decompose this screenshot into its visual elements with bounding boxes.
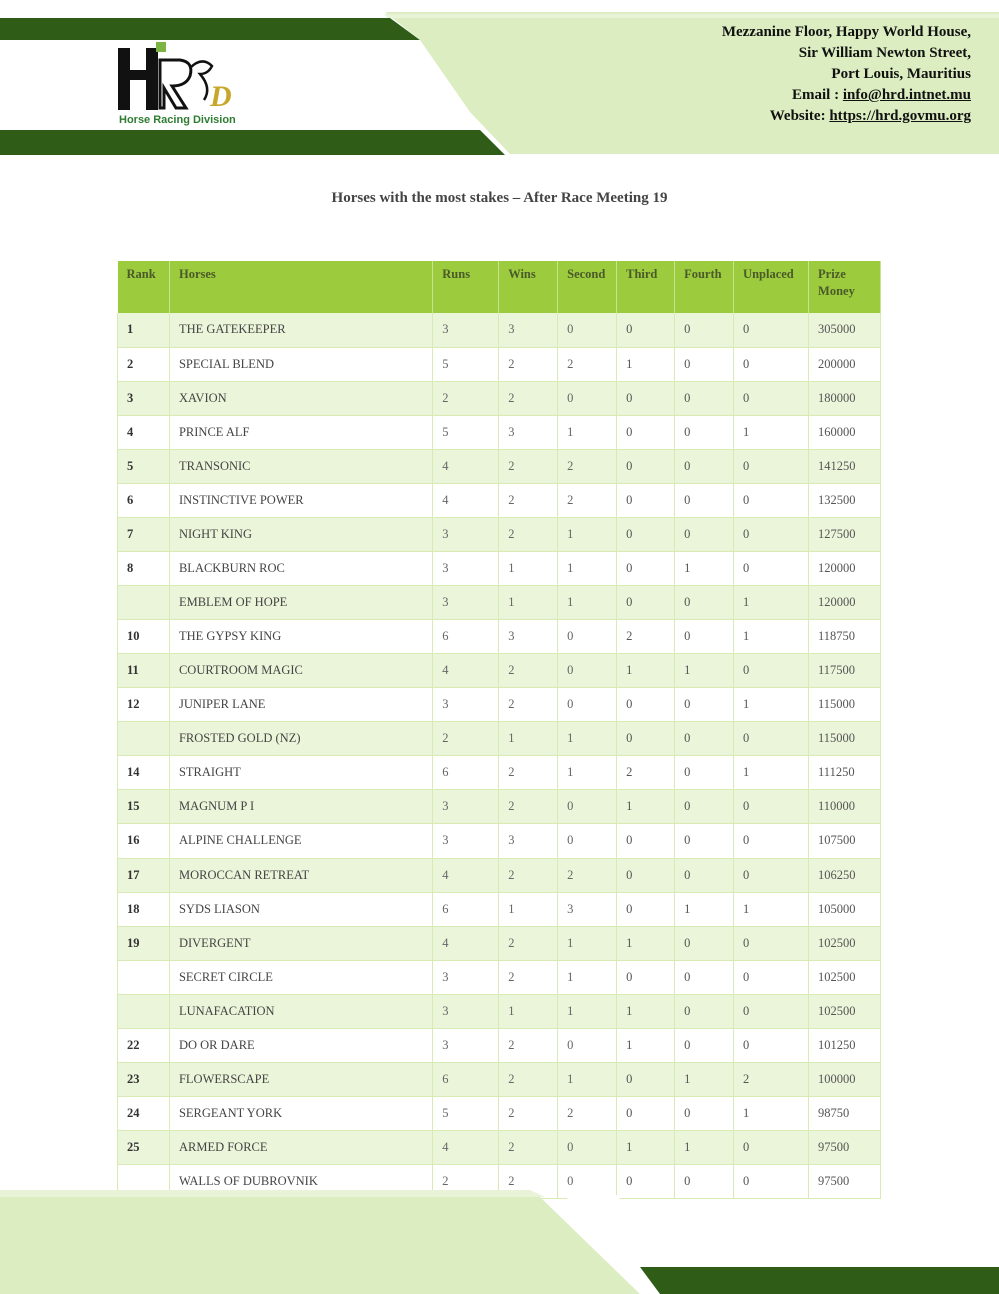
cell-third: 0 xyxy=(617,483,675,517)
cell-rank: 24 xyxy=(118,1096,170,1130)
cell-prize: 98750 xyxy=(809,1096,881,1130)
cell-prize: 180000 xyxy=(809,381,881,415)
cell-second: 1 xyxy=(558,960,617,994)
table-row xyxy=(118,313,881,347)
table-row xyxy=(118,994,881,1028)
cell-prize: 160000 xyxy=(809,415,881,449)
table-row xyxy=(118,654,881,688)
cell-rank: 10 xyxy=(118,620,170,654)
cell-runs: 2 xyxy=(433,1165,499,1199)
cell-unplaced: 0 xyxy=(734,654,809,688)
cell-fourth: 0 xyxy=(675,620,734,654)
cell-rank: 8 xyxy=(118,551,170,585)
cell-second: 1 xyxy=(558,722,617,756)
cell-third: 0 xyxy=(617,1096,675,1130)
cell-fourth: 0 xyxy=(675,1096,734,1130)
col-header-second: Second xyxy=(558,261,617,313)
cell-rank: 2 xyxy=(118,347,170,381)
col-header-prize-money: Prize Money xyxy=(809,261,881,313)
cell-second: 3 xyxy=(558,892,617,926)
cell-rank: 17 xyxy=(118,858,170,892)
cell-prize: 102500 xyxy=(809,994,881,1028)
cell-horse: DO OR DARE xyxy=(169,1028,432,1062)
table-row xyxy=(118,586,881,620)
cell-second: 0 xyxy=(558,1028,617,1062)
cell-second: 0 xyxy=(558,313,617,347)
table-row xyxy=(118,960,881,994)
cell-horse: WALLS OF DUBROVNIK xyxy=(169,1165,432,1199)
address-block xyxy=(722,22,971,127)
col-header-rank: Rank xyxy=(118,261,170,313)
cell-runs: 4 xyxy=(433,858,499,892)
cell-third: 1 xyxy=(617,926,675,960)
cell-second: 1 xyxy=(558,994,617,1028)
cell-runs: 4 xyxy=(433,483,499,517)
cell-third: 2 xyxy=(617,756,675,790)
cell-third: 0 xyxy=(617,551,675,585)
cell-prize: 97500 xyxy=(809,1131,881,1165)
cell-wins: 1 xyxy=(499,586,558,620)
cell-rank xyxy=(118,994,170,1028)
cell-third: 1 xyxy=(617,790,675,824)
cell-runs: 6 xyxy=(433,892,499,926)
cell-horse: JUNIPER LANE xyxy=(169,688,432,722)
cell-wins: 2 xyxy=(499,688,558,722)
table-row xyxy=(118,722,881,756)
cell-third: 0 xyxy=(617,381,675,415)
table-body xyxy=(118,313,881,1199)
website-label: Website: xyxy=(769,108,830,124)
cell-wins: 3 xyxy=(499,313,558,347)
cell-wins: 2 xyxy=(499,1028,558,1062)
cell-second: 0 xyxy=(558,1165,617,1199)
cell-prize: 97500 xyxy=(809,1165,881,1199)
email-label: Email : xyxy=(792,87,843,103)
cell-fourth: 0 xyxy=(675,313,734,347)
cell-wins: 2 xyxy=(499,381,558,415)
cell-third: 1 xyxy=(617,994,675,1028)
cell-runs: 4 xyxy=(433,926,499,960)
cell-horse: THE GYPSY KING xyxy=(169,620,432,654)
cell-fourth: 0 xyxy=(675,756,734,790)
cell-fourth: 0 xyxy=(675,1028,734,1062)
cell-wins: 1 xyxy=(499,551,558,585)
cell-unplaced: 0 xyxy=(734,926,809,960)
cell-rank: 7 xyxy=(118,517,170,551)
cell-prize: 141250 xyxy=(809,449,881,483)
cell-unplaced: 0 xyxy=(734,1028,809,1062)
cell-fourth: 1 xyxy=(675,1131,734,1165)
cell-fourth: 0 xyxy=(675,483,734,517)
cell-horse: XAVION xyxy=(169,381,432,415)
cell-unplaced: 0 xyxy=(734,347,809,381)
cell-unplaced: 0 xyxy=(734,1131,809,1165)
cell-prize: 127500 xyxy=(809,517,881,551)
cell-second: 2 xyxy=(558,483,617,517)
cell-runs: 2 xyxy=(433,722,499,756)
cell-fourth: 0 xyxy=(675,517,734,551)
table-row xyxy=(118,1028,881,1062)
cell-third: 0 xyxy=(617,722,675,756)
cell-fourth: 0 xyxy=(675,688,734,722)
cell-fourth: 0 xyxy=(675,824,734,858)
col-header-fourth: Fourth xyxy=(675,261,734,313)
cell-prize: 101250 xyxy=(809,1028,881,1062)
cell-wins: 2 xyxy=(499,756,558,790)
col-header-wins: Wins xyxy=(499,261,558,313)
cell-rank: 25 xyxy=(118,1131,170,1165)
cell-second: 0 xyxy=(558,620,617,654)
cell-rank: 11 xyxy=(118,654,170,688)
cell-second: 1 xyxy=(558,586,617,620)
cell-second: 0 xyxy=(558,790,617,824)
cell-wins: 2 xyxy=(499,517,558,551)
cell-unplaced: 1 xyxy=(734,586,809,620)
cell-unplaced: 0 xyxy=(734,960,809,994)
cell-third: 0 xyxy=(617,449,675,483)
table-row xyxy=(118,756,881,790)
cell-second: 2 xyxy=(558,1096,617,1130)
cell-runs: 3 xyxy=(433,586,499,620)
cell-second: 0 xyxy=(558,824,617,858)
cell-wins: 2 xyxy=(499,858,558,892)
cell-unplaced: 0 xyxy=(734,483,809,517)
cell-horse: COURTROOM MAGIC xyxy=(169,654,432,688)
table-row xyxy=(118,858,881,892)
cell-unplaced: 0 xyxy=(734,1165,809,1199)
cell-fourth: 1 xyxy=(675,1062,734,1096)
cell-horse: MAGNUM P I xyxy=(169,790,432,824)
cell-unplaced: 0 xyxy=(734,517,809,551)
cell-wins: 2 xyxy=(499,1062,558,1096)
table-row xyxy=(118,892,881,926)
cell-rank xyxy=(118,586,170,620)
cell-third: 1 xyxy=(617,1028,675,1062)
table-row xyxy=(118,517,881,551)
cell-second: 0 xyxy=(558,688,617,722)
cell-runs: 3 xyxy=(433,313,499,347)
cell-unplaced: 1 xyxy=(734,756,809,790)
cell-third: 0 xyxy=(617,415,675,449)
cell-second: 0 xyxy=(558,381,617,415)
col-header-unplaced: Unplaced xyxy=(734,261,809,313)
cell-fourth: 0 xyxy=(675,347,734,381)
cell-unplaced: 1 xyxy=(734,892,809,926)
table-row xyxy=(118,347,881,381)
cell-second: 2 xyxy=(558,347,617,381)
cell-prize: 115000 xyxy=(809,688,881,722)
cell-third: 0 xyxy=(617,517,675,551)
table-row xyxy=(118,1131,881,1165)
table-row xyxy=(118,449,881,483)
cell-rank: 18 xyxy=(118,892,170,926)
website-line xyxy=(722,106,971,127)
cell-unplaced: 2 xyxy=(734,1062,809,1096)
cell-horse: ALPINE CHALLENGE xyxy=(169,824,432,858)
cell-fourth: 0 xyxy=(675,722,734,756)
cell-prize: 110000 xyxy=(809,790,881,824)
cell-rank: 14 xyxy=(118,756,170,790)
address-line-3: Port Louis, Mauritius xyxy=(831,66,971,82)
cell-fourth: 0 xyxy=(675,926,734,960)
cell-runs: 3 xyxy=(433,551,499,585)
cell-horse: PRINCE ALF xyxy=(169,415,432,449)
cell-unplaced: 0 xyxy=(734,313,809,347)
cell-third: 1 xyxy=(617,347,675,381)
cell-horse: FLOWERSCAPE xyxy=(169,1062,432,1096)
cell-horse: EMBLEM OF HOPE xyxy=(169,586,432,620)
cell-unplaced: 0 xyxy=(734,381,809,415)
table-row xyxy=(118,483,881,517)
cell-second: 1 xyxy=(558,756,617,790)
cell-fourth: 0 xyxy=(675,449,734,483)
cell-runs: 5 xyxy=(433,1096,499,1130)
cell-horse: TRANSONIC xyxy=(169,449,432,483)
cell-runs: 3 xyxy=(433,960,499,994)
cell-second: 1 xyxy=(558,517,617,551)
cell-runs: 2 xyxy=(433,381,499,415)
cell-wins: 2 xyxy=(499,926,558,960)
cell-prize: 132500 xyxy=(809,483,881,517)
table-row xyxy=(118,620,881,654)
cell-prize: 102500 xyxy=(809,960,881,994)
cell-rank xyxy=(118,722,170,756)
cell-rank: 1 xyxy=(118,313,170,347)
cell-rank: 22 xyxy=(118,1028,170,1062)
svg-text:D: D xyxy=(210,80,232,113)
cell-wins: 2 xyxy=(499,960,558,994)
cell-unplaced: 0 xyxy=(734,722,809,756)
table-row xyxy=(118,926,881,960)
cell-unplaced: 0 xyxy=(734,824,809,858)
cell-second: 1 xyxy=(558,551,617,585)
cell-third: 0 xyxy=(617,1165,675,1199)
cell-runs: 3 xyxy=(433,688,499,722)
cell-wins: 2 xyxy=(499,483,558,517)
email-line xyxy=(722,85,971,106)
cell-horse: THE GATEKEEPER xyxy=(169,313,432,347)
table-row xyxy=(118,1062,881,1096)
cell-runs: 3 xyxy=(433,790,499,824)
address-line-2: Sir William Newton Street, xyxy=(798,45,971,61)
cell-horse: SPECIAL BLEND xyxy=(169,347,432,381)
col-header-horses: Horses xyxy=(169,261,432,313)
cell-prize: 107500 xyxy=(809,824,881,858)
col-header-third: Third xyxy=(617,261,675,313)
cell-fourth: 0 xyxy=(675,415,734,449)
cell-unplaced: 0 xyxy=(734,858,809,892)
cell-unplaced: 1 xyxy=(734,415,809,449)
cell-unplaced: 0 xyxy=(734,790,809,824)
email-link[interactable]: info@hrd.intnet.mu xyxy=(842,87,971,103)
cell-horse: SERGEANT YORK xyxy=(169,1096,432,1130)
cell-rank: 5 xyxy=(118,449,170,483)
cell-horse: STRAIGHT xyxy=(169,756,432,790)
cell-second: 0 xyxy=(558,654,617,688)
cell-wins: 1 xyxy=(499,892,558,926)
cell-prize: 120000 xyxy=(809,551,881,585)
cell-horse: LUNAFACATION xyxy=(169,994,432,1028)
cell-horse: NIGHT KING xyxy=(169,517,432,551)
cell-third: 2 xyxy=(617,620,675,654)
cell-rank: 12 xyxy=(118,688,170,722)
cell-fourth: 0 xyxy=(675,586,734,620)
cell-runs: 3 xyxy=(433,1028,499,1062)
cell-third: 0 xyxy=(617,824,675,858)
cell-rank: 15 xyxy=(118,790,170,824)
cell-fourth: 0 xyxy=(675,790,734,824)
col-header-runs: Runs xyxy=(433,261,499,313)
cell-prize: 105000 xyxy=(809,892,881,926)
cell-prize: 117500 xyxy=(809,654,881,688)
cell-rank: 4 xyxy=(118,415,170,449)
cell-runs: 6 xyxy=(433,1062,499,1096)
cell-horse: MOROCCAN RETREAT xyxy=(169,858,432,892)
cell-runs: 4 xyxy=(433,449,499,483)
cell-third: 1 xyxy=(617,654,675,688)
page-title: Horses with the most stakes – After Race Meeting 19 xyxy=(331,190,668,206)
cell-wins: 2 xyxy=(499,347,558,381)
cell-prize: 200000 xyxy=(809,347,881,381)
cell-wins: 2 xyxy=(499,449,558,483)
cell-fourth: 0 xyxy=(675,1165,734,1199)
cell-horse: SECRET CIRCLE xyxy=(169,960,432,994)
cell-prize: 106250 xyxy=(809,858,881,892)
table-header-row xyxy=(118,261,881,313)
cell-prize: 115000 xyxy=(809,722,881,756)
cell-rank: 6 xyxy=(118,483,170,517)
cell-second: 1 xyxy=(558,415,617,449)
cell-horse: INSTINCTIVE POWER xyxy=(169,483,432,517)
table-row xyxy=(118,1096,881,1130)
cell-runs: 4 xyxy=(433,654,499,688)
cell-runs: 6 xyxy=(433,620,499,654)
cell-unplaced: 0 xyxy=(734,551,809,585)
cell-wins: 2 xyxy=(499,1131,558,1165)
cell-runs: 5 xyxy=(433,347,499,381)
cell-prize: 100000 xyxy=(809,1062,881,1096)
cell-wins: 3 xyxy=(499,620,558,654)
table-row xyxy=(118,688,881,722)
table-row xyxy=(118,551,881,585)
cell-wins: 1 xyxy=(499,722,558,756)
table-row xyxy=(118,824,881,858)
cell-wins: 2 xyxy=(499,1165,558,1199)
cell-second: 0 xyxy=(558,1131,617,1165)
cell-second: 1 xyxy=(558,926,617,960)
cell-third: 0 xyxy=(617,892,675,926)
cell-fourth: 0 xyxy=(675,381,734,415)
cell-fourth: 0 xyxy=(675,994,734,1028)
cell-runs: 5 xyxy=(433,415,499,449)
cell-wins: 2 xyxy=(499,1096,558,1130)
cell-rank: 3 xyxy=(118,381,170,415)
cell-prize: 120000 xyxy=(809,586,881,620)
cell-fourth: 1 xyxy=(675,892,734,926)
cell-unplaced: 1 xyxy=(734,688,809,722)
cell-third: 1 xyxy=(617,1131,675,1165)
cell-third: 0 xyxy=(617,1062,675,1096)
cell-horse: ARMED FORCE xyxy=(169,1131,432,1165)
cell-fourth: 1 xyxy=(675,654,734,688)
cell-runs: 3 xyxy=(433,994,499,1028)
cell-horse: DIVERGENT xyxy=(169,926,432,960)
cell-second: 1 xyxy=(558,1062,617,1096)
cell-runs: 3 xyxy=(433,517,499,551)
cell-third: 0 xyxy=(617,586,675,620)
cell-prize: 111250 xyxy=(809,756,881,790)
table-row xyxy=(118,381,881,415)
cell-runs: 6 xyxy=(433,756,499,790)
logo-caption: Horse Racing Division xyxy=(119,114,236,126)
cell-wins: 2 xyxy=(499,790,558,824)
cell-wins: 3 xyxy=(499,415,558,449)
cell-third: 0 xyxy=(617,960,675,994)
cell-prize: 102500 xyxy=(809,926,881,960)
cell-third: 0 xyxy=(617,688,675,722)
cell-rank xyxy=(118,960,170,994)
footer-banner xyxy=(0,1185,999,1294)
cell-prize: 305000 xyxy=(809,313,881,347)
cell-rank: 16 xyxy=(118,824,170,858)
cell-third: 0 xyxy=(617,858,675,892)
stakes-table xyxy=(117,261,881,1199)
cell-rank: 23 xyxy=(118,1062,170,1096)
cell-rank: 19 xyxy=(118,926,170,960)
cell-wins: 3 xyxy=(499,824,558,858)
table-row xyxy=(118,415,881,449)
cell-unplaced: 0 xyxy=(734,994,809,1028)
cell-fourth: 0 xyxy=(675,858,734,892)
cell-horse: FROSTED GOLD (NZ) xyxy=(169,722,432,756)
table-row xyxy=(118,790,881,824)
cell-runs: 4 xyxy=(433,1131,499,1165)
cell-unplaced: 1 xyxy=(734,1096,809,1130)
cell-unplaced: 1 xyxy=(734,620,809,654)
cell-second: 2 xyxy=(558,858,617,892)
cell-second: 2 xyxy=(558,449,617,483)
cell-unplaced: 0 xyxy=(734,449,809,483)
cell-third: 0 xyxy=(617,313,675,347)
cell-fourth: 1 xyxy=(675,551,734,585)
address-line-1: Mezzanine Floor, Happy World House, xyxy=(721,24,971,40)
cell-wins: 1 xyxy=(499,994,558,1028)
cell-prize: 118750 xyxy=(809,620,881,654)
cell-horse: SYDS LIASON xyxy=(169,892,432,926)
cell-fourth: 0 xyxy=(675,960,734,994)
cell-runs: 3 xyxy=(433,824,499,858)
cell-wins: 2 xyxy=(499,654,558,688)
cell-horse: BLACKBURN ROC xyxy=(169,551,432,585)
website-link[interactable]: https://hrd.govmu.org xyxy=(829,108,971,124)
